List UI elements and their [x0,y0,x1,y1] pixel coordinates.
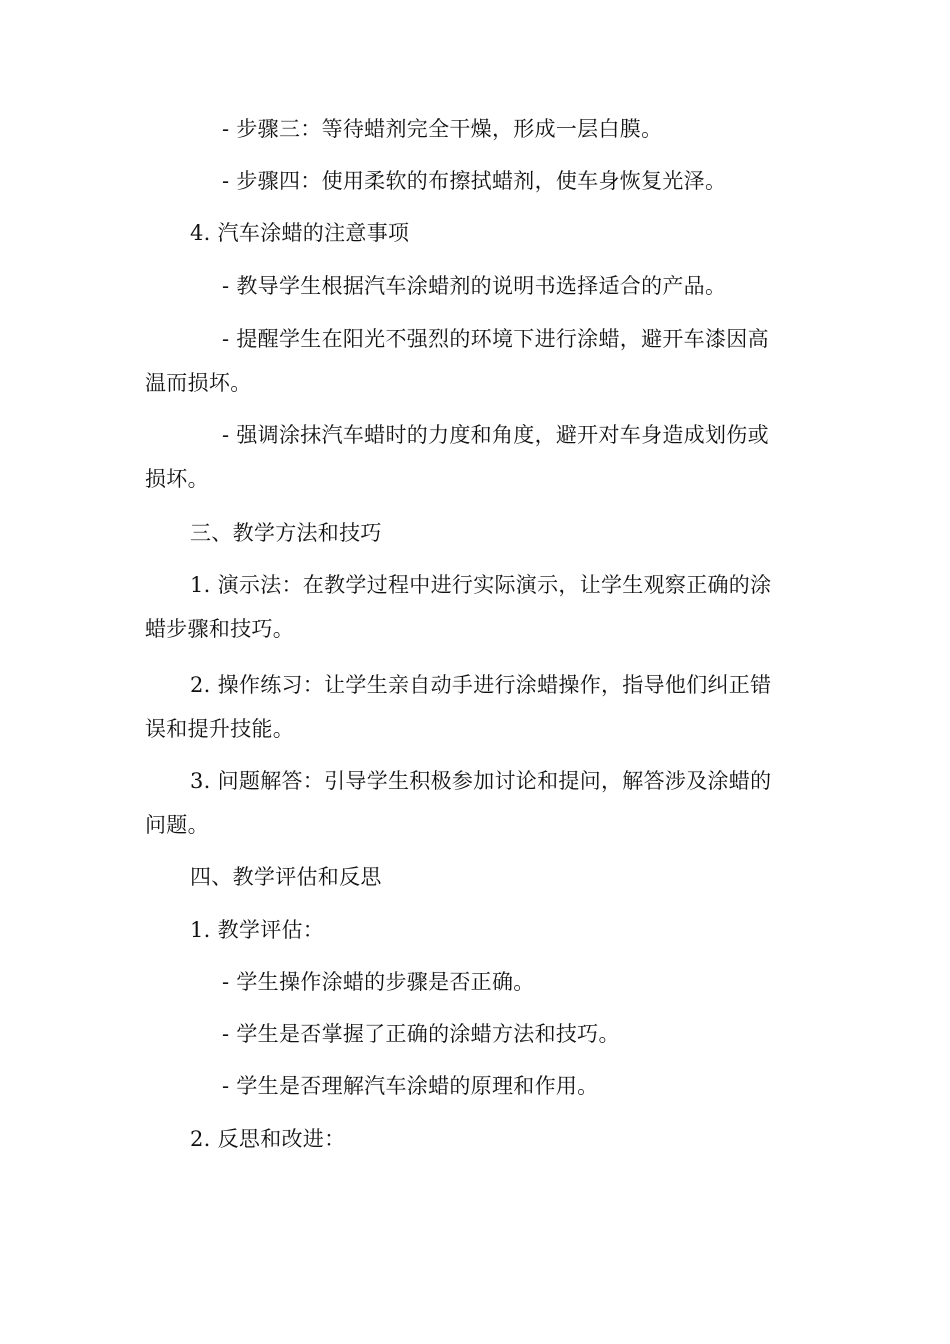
method-item-3-line-1: 3. 问题解答：引导学生积极参加讨论和提问，解答涉及涂蜡的 [190,769,772,793]
evaluation-item-a: - 学生操作涂蜡的步骤是否正确。 [222,970,535,994]
reflection-heading: 2. 反思和改进： [190,1127,346,1151]
note-item-3-line-1: - 强调涂抹汽车蜡时的力度和角度，避开对车身造成划伤或 [222,423,769,447]
note-item-1: - 教导学生根据汽车涂蜡剂的说明书选择适合的产品。 [222,274,727,298]
method-item-2-line-2: 误和提升技能。 [145,717,295,741]
step-four: - 步骤四：使用柔软的布擦拭蜡剂，使车身恢复光泽。 [222,169,727,193]
note-item-2-line-1: - 提醒学生在阳光不强烈的环境下进行涂蜡，避开车漆因高 [222,327,769,351]
method-item-1 [145,563,807,651]
method-item-1-line-2: 蜡步骤和技巧。 [145,617,295,641]
method-item-3 [145,759,807,847]
evaluation-item-c: - 学生是否理解汽车涂蜡的原理和作用。 [222,1074,599,1098]
method-item-3-line-2: 问题。 [145,813,209,837]
part-4-heading: 四、教学评估和反思 [190,865,382,889]
method-item-2 [145,663,807,751]
section-4-heading: 4. 汽车涂蜡的注意事项 [190,221,410,245]
method-item-1-line-1: 1. 演示法：在教学过程中进行实际演示，让学生观察正确的涂 [190,573,772,597]
part-3-heading: 三、教学方法和技巧 [190,521,382,545]
note-item-2 [145,317,807,405]
step-three: - 步骤三：等待蜡剂完全干燥，形成一层白膜。 [222,117,663,141]
note-item-2-line-2: 温而损坏。 [145,371,252,395]
evaluation-item-b: - 学生是否掌握了正确的涂蜡方法和技巧。 [222,1022,620,1046]
evaluation-heading: 1. 教学评估： [190,918,325,942]
note-item-3 [145,413,807,501]
method-item-2-line-1: 2. 操作练习：让学生亲自动手进行涂蜡操作，指导他们纠正错 [190,673,772,697]
note-item-3-line-2: 损坏。 [145,467,209,491]
